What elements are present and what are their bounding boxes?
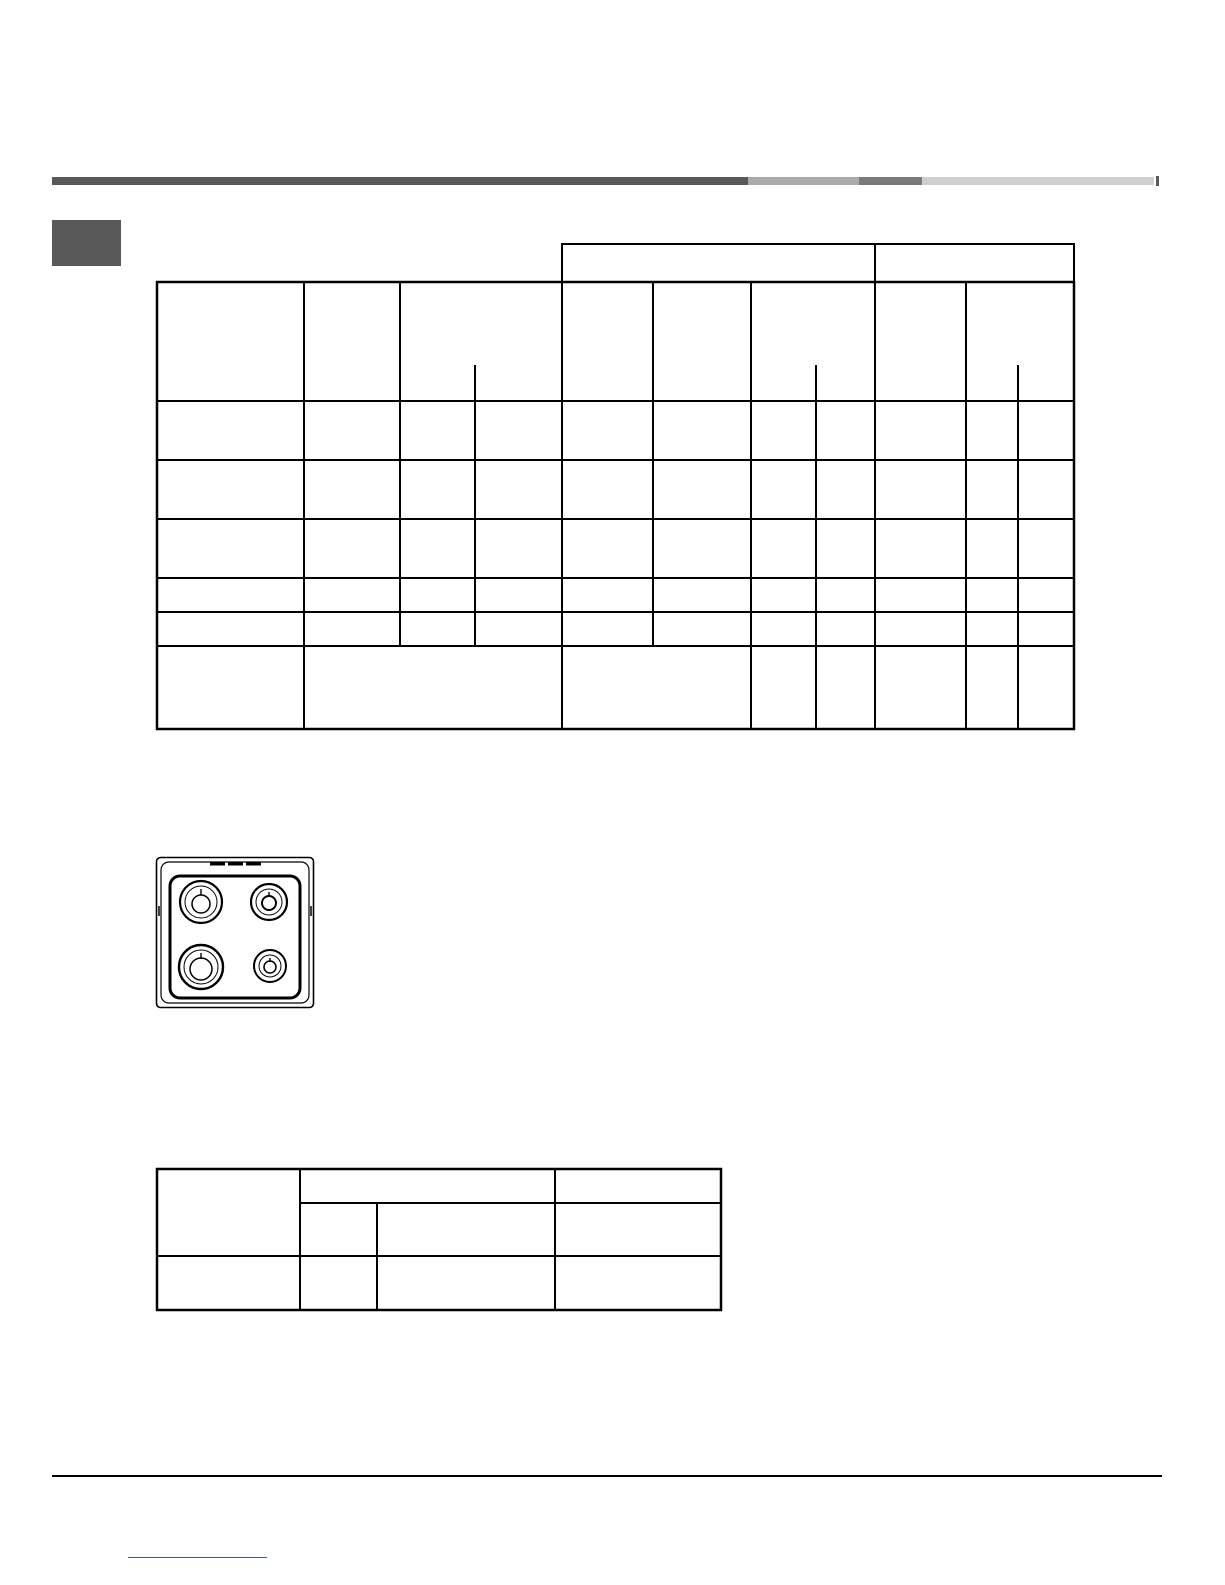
footer-link-underline[interactable] (128, 1557, 267, 1558)
footer-rule (52, 1475, 1162, 1477)
table-frame (157, 1169, 721, 1310)
